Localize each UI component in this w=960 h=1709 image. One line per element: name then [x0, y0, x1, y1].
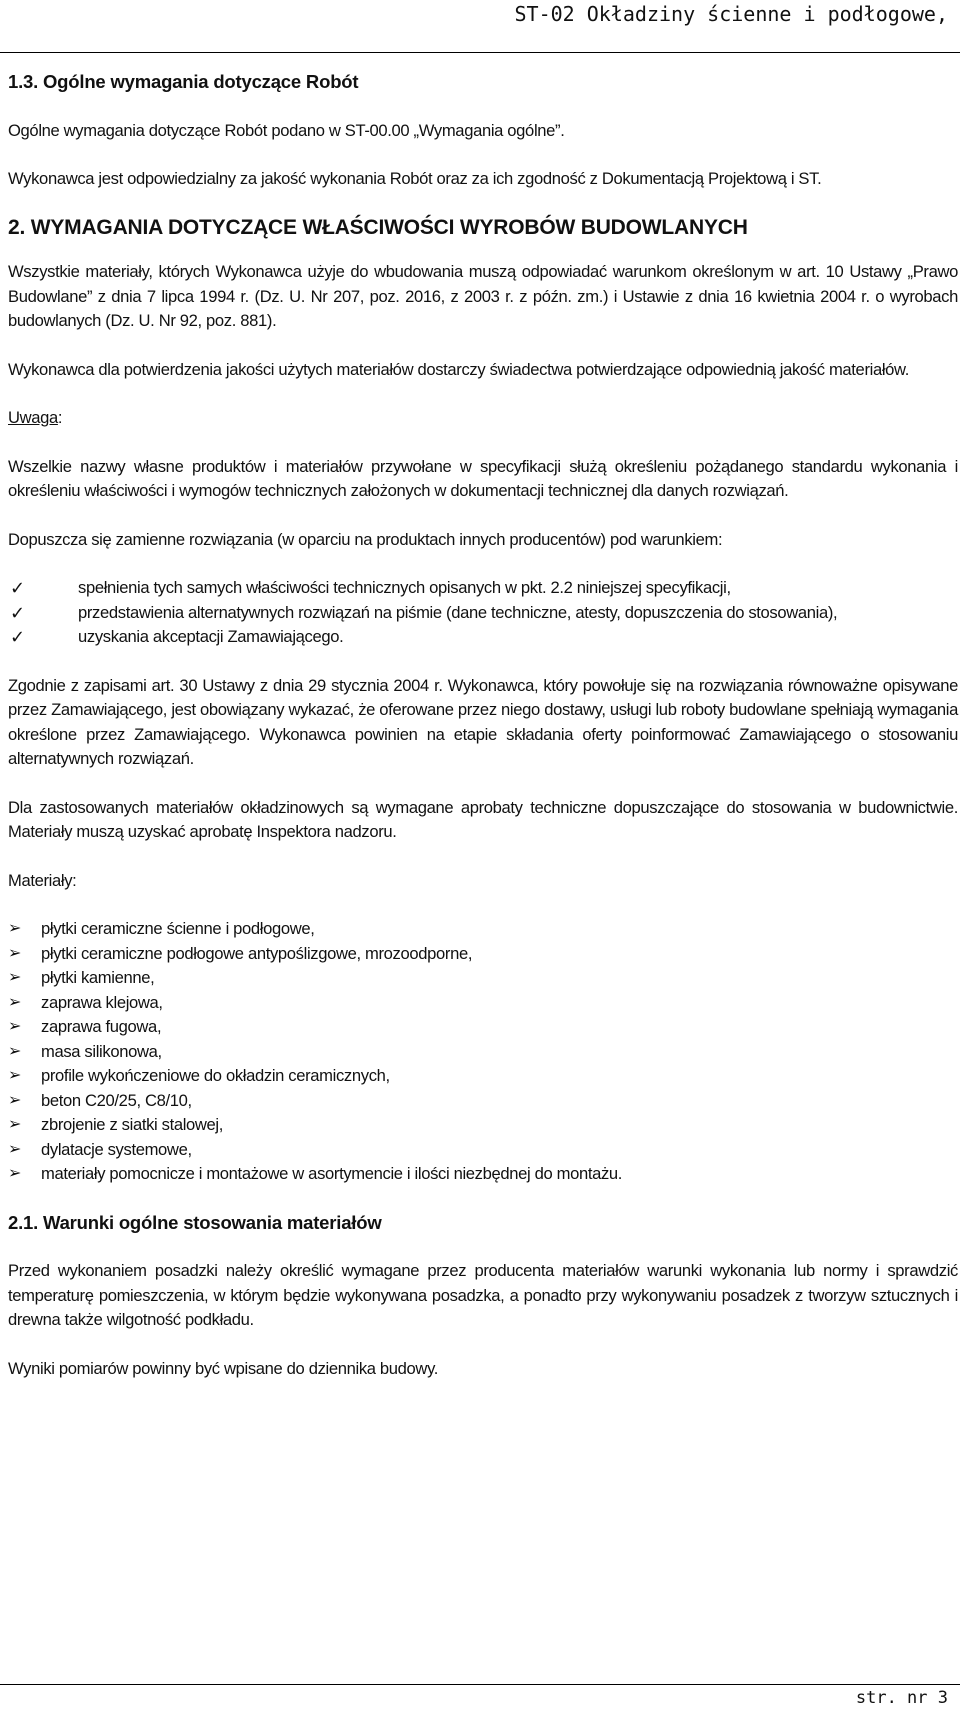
materials-label: Materiały: — [8, 870, 77, 890]
list-item — [8, 1064, 958, 1089]
list-item — [8, 966, 958, 991]
arrow-bullet-icon: ➢ — [8, 944, 22, 962]
list-item-text: dylatacje systemowe, — [41, 1139, 192, 1159]
section-heading-1-3: 1.3. Ogólne wymagania dotyczące Robót — [8, 71, 359, 92]
paragraph: Przed wykonaniem posadzki należy określić wymagane przez producenta materiałów warunki wykonania lub normy i sprawdzić temperaturę pomieszczenia, w którym będzie wykonywana posadzka, a ponadto przy wykonywaniu posadzek z tworzyw sztucznych i drewna także wilgotność podkładu. — [8, 1261, 958, 1329]
check-icon: ✓ — [10, 578, 25, 598]
list-item-text: zbrojenie z siatki stalowej, — [41, 1115, 224, 1134]
list-item — [8, 1089, 958, 1114]
document-body — [8, 70, 958, 1381]
page-footer — [0, 1684, 960, 1709]
list-item-text: materiały pomocnicze i montażowe w asortymencie i ilości niezbędnej do montażu. — [41, 1164, 623, 1183]
arrow-bullet-icon: ➢ — [8, 1116, 22, 1133]
paragraph: Dla zastosowanych materiałów okładzinowych są wymagane aprobaty techniczne dopuszczające do stosowania w budownictwie. Materiały muszą uzyskać aprobatę Inspektora nadzoru. — [8, 797, 958, 841]
arrow-bullet-icon: ➢ — [8, 1091, 22, 1109]
paragraph: Wszelkie nazwy własne produktów i materiałów przywołane w specyfikacji służą określeniu pożądanego standardu wykonania i określeniu właściwości i wymogów technicznych założonych w dokumentacji technicznej dla danych rozwiązań. — [8, 456, 958, 500]
list-item — [8, 942, 958, 967]
paragraph: Dopuszcza się zamienne rozwiązania (w oparciu na produktach innych producentów) pod warunkiem: — [8, 529, 723, 549]
arrow-bullet-icon: ➢ — [8, 1042, 22, 1060]
list-item — [8, 601, 958, 626]
arrow-bullet-icon: ➢ — [8, 1067, 22, 1084]
list-item-text: uzyskania akceptacji Zamawiającego. — [78, 627, 344, 646]
arrow-bullet-icon: ➢ — [8, 1165, 22, 1182]
section-heading-2-1: 2.1. Warunki ogólne stosowania materiałów — [8, 1211, 382, 1233]
list-item-text: masa silikonowa, — [41, 1041, 162, 1061]
section-heading-2: 2. WYMAGANIA DOTYCZĄCE WŁAŚCIWOŚCI WYROBÓW BUDOWLANYCH — [8, 215, 748, 239]
paragraph: Zgodnie z zapisami art. 30 Ustawy z dnia 29 stycznia 2004 r. Wykonawca, który powołuje się na rozwiązania równoważne opisywane przez Zamawiającego, jest obowiązany wykazać, że oferowane przez niego dostawy, usługi lub roboty budowlane spełniają wymagania określone przez Zamawiającego. Wykonawca powinien na etapie składania oferty poinformować Zamawiającego o stosowaniu alternatywnych rozwiązań. — [8, 675, 958, 768]
list-item-text: przedstawienia alternatywnych rozwiązań na piśmie (dane techniczne, atesty, dopuszczenia do stosowania), — [78, 602, 838, 622]
check-icon: ✓ — [10, 602, 25, 623]
arrow-bullet-icon: ➢ — [8, 993, 22, 1011]
list-item-text: profile wykończeniowe do okładzin ceramicznych, — [41, 1066, 390, 1085]
list-item — [8, 1040, 958, 1065]
list-item — [8, 991, 958, 1016]
list-item-text: spełnienia tych samych właściwości technicznych opisanych w pkt. 2.2 niniejszej specyfikacji, — [78, 578, 731, 597]
document-title: ST-02 Okładziny ścienne i podłogowe, — [514, 2, 948, 26]
list-item-text: płytki ceramiczne podłogowe antypoślizgowe, mrozoodporne, — [41, 943, 473, 963]
materials-list — [8, 917, 958, 1187]
list-item — [8, 1138, 958, 1163]
list-item-text: beton C20/25, C8/10, — [41, 1090, 192, 1110]
note-label: Uwaga — [8, 408, 58, 427]
arrow-bullet-icon: ➢ — [8, 1018, 22, 1035]
check-icon: ✓ — [10, 627, 25, 647]
paragraph: Wyniki pomiarów powinny być wpisane do dziennika budowy. — [8, 1358, 439, 1378]
list-item — [8, 1015, 958, 1040]
list-item — [8, 625, 958, 650]
page-header — [0, 0, 960, 53]
conditions-list — [8, 576, 958, 650]
paragraph: Wykonawca jest odpowiedzialny za jakość wykonania Robót oraz za ich zgodność z Dokumentacją Projektową i ST. — [8, 169, 822, 188]
paragraph: Ogólne wymagania dotyczące Robót podano w ST-00.00 „Wymagania ogólne”. — [8, 120, 565, 140]
page-number: str. nr 3 — [855, 1688, 948, 1708]
arrow-bullet-icon: ➢ — [8, 920, 22, 937]
paragraph: Wykonawca dla potwierdzenia jakości użytych materiałów dostarczy świadectwa potwierdzające odpowiednią jakość materiałów. — [8, 359, 910, 379]
list-item — [8, 1113, 958, 1138]
list-item-text: zaprawa klejowa, — [41, 992, 163, 1012]
note-label-line — [8, 406, 958, 431]
list-item-text: płytki ceramiczne ścienne i podłogowe, — [41, 919, 315, 938]
list-item-text: zaprawa fugowa, — [41, 1017, 162, 1036]
arrow-bullet-icon: ➢ — [8, 1140, 22, 1158]
arrow-bullet-icon: ➢ — [8, 969, 22, 986]
paragraph: Wszystkie materiały, których Wykonawca użyje do wbudowania muszą odpowiadać warunkom określonym w art. 10 Ustawy „Prawo Budowlane” z dnia 7 lipca 1994 r. (Dz. U. Nr 207, poz. 2016, z 2003 r. z późn. zm.) i Ustawie z dnia 16 kwietnia 2004 r. o wyrobach budowlanych (Dz. U. Nr 92, poz. 881). — [8, 262, 958, 330]
list-item — [8, 917, 958, 942]
list-item — [8, 576, 958, 601]
list-item — [8, 1162, 958, 1187]
note-colon: : — [57, 408, 63, 427]
list-item-text: płytki kamienne, — [41, 968, 155, 987]
